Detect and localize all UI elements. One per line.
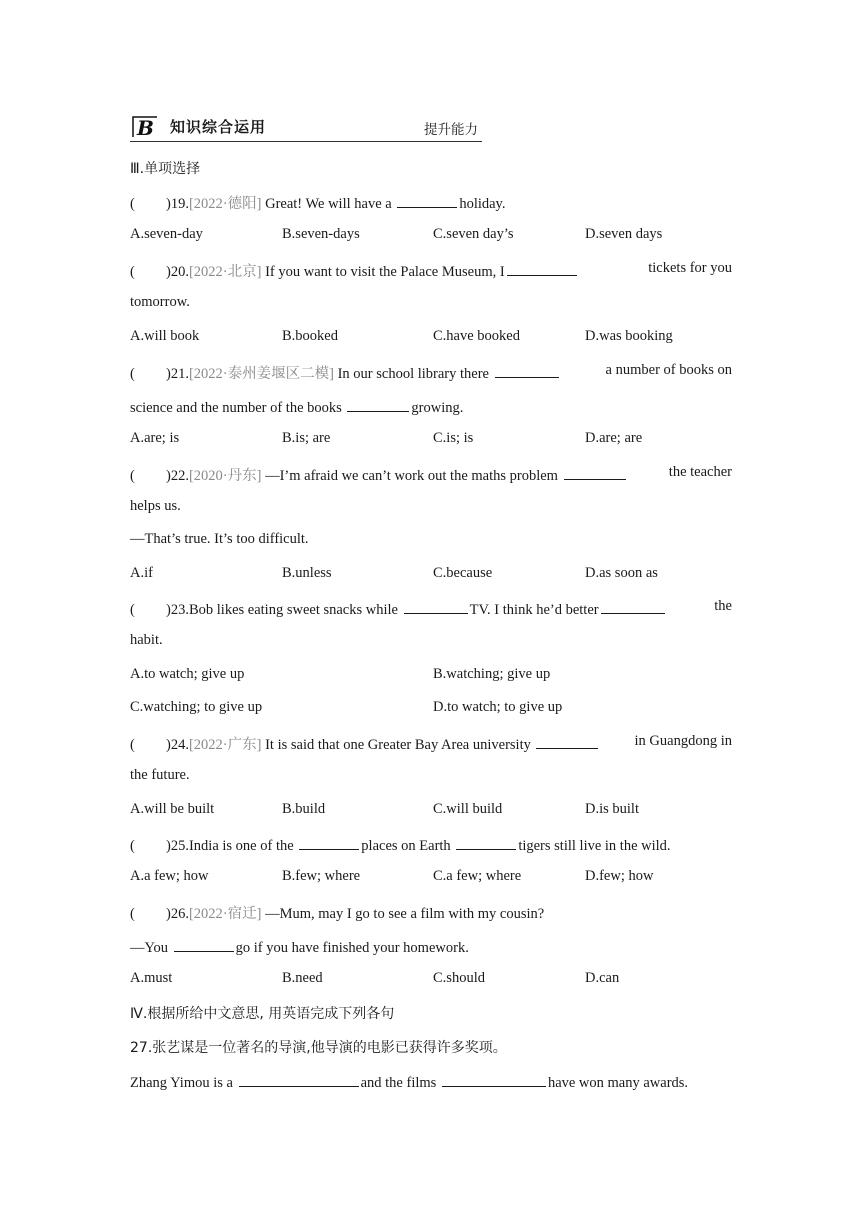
section-level: 提升能力 bbox=[424, 122, 478, 138]
question-24: ( )24.[2022·广东] It is said that one Greater Bay Area university in Guangdong in bbox=[130, 733, 732, 753]
answer-blank[interactable] bbox=[495, 362, 559, 378]
question-source: [2022·泰州姜堰区二模] bbox=[188, 366, 334, 382]
option-c[interactable]: C.watching; to give up bbox=[130, 699, 263, 715]
answer-blank[interactable] bbox=[442, 1071, 546, 1087]
question-19: ( )19.[2022·德阳] Great! We will have a holiday. bbox=[130, 192, 506, 213]
option-d[interactable]: D.is built bbox=[585, 801, 639, 817]
option-b[interactable]: B.watching; give up bbox=[433, 666, 551, 682]
svg-text:B: B bbox=[137, 116, 154, 139]
option-c[interactable]: C.have booked bbox=[433, 328, 520, 344]
answer-blank[interactable] bbox=[299, 834, 359, 850]
answer-blank[interactable] bbox=[404, 598, 468, 614]
option-a[interactable]: A.will be built bbox=[130, 801, 215, 817]
question-26: ( )26.[2022·宿迁] —Mum, may I go to see a film with my cousin? bbox=[130, 906, 545, 922]
answer-blank[interactable] bbox=[347, 396, 409, 412]
option-d[interactable]: D.few; how bbox=[585, 868, 654, 884]
answer-blank[interactable] bbox=[564, 464, 626, 480]
section-title: 知识综合运用 bbox=[170, 118, 267, 136]
option-b[interactable]: B.unless bbox=[282, 565, 332, 581]
question-20: ( )20.[2022·北京] If you want to visit the Palace Museum, I tickets for you bbox=[130, 260, 732, 280]
answer-blank[interactable] bbox=[536, 733, 598, 749]
option-a[interactable]: A.are; is bbox=[130, 430, 180, 446]
option-d[interactable]: D.seven days bbox=[585, 226, 663, 242]
option-a[interactable]: A.seven-day bbox=[130, 226, 203, 242]
option-b[interactable]: B.is; are bbox=[282, 430, 331, 446]
question-27-chinese: 27.张艺谋是一位著名的导演,他导演的电影已获得许多奖项。 bbox=[130, 1040, 507, 1056]
question-source: [2022·广东] bbox=[188, 737, 262, 753]
option-b[interactable]: B.build bbox=[282, 801, 326, 817]
option-b[interactable]: B.seven-days bbox=[282, 226, 360, 242]
answer-blank[interactable] bbox=[456, 834, 516, 850]
option-d[interactable]: D.can bbox=[585, 970, 620, 986]
question-21: ( )21.[2022·泰州姜堰区二模] In our school library there a number of books on bbox=[130, 362, 732, 382]
question-23: ( )23.Bob likes eating sweet snacks while TV. I think he’d better the bbox=[130, 598, 732, 618]
option-d[interactable]: D.are; are bbox=[585, 430, 643, 446]
option-d[interactable]: D.as soon as bbox=[585, 565, 658, 581]
option-a[interactable]: A.a few; how bbox=[130, 868, 209, 884]
answer-blank[interactable] bbox=[174, 936, 234, 952]
option-c[interactable]: C.a few; where bbox=[433, 868, 522, 884]
answer-blank[interactable] bbox=[397, 192, 457, 208]
option-a[interactable]: A.to watch; give up bbox=[130, 666, 245, 682]
question-27: Zhang Yimou is a and the films have won many awards. bbox=[130, 1071, 688, 1092]
option-b[interactable]: B.few; where bbox=[282, 868, 361, 884]
option-c[interactable]: C.should bbox=[433, 970, 485, 986]
question-source: [2022·北京] bbox=[188, 264, 262, 280]
option-d[interactable]: D.to watch; to give up bbox=[433, 699, 563, 715]
option-d[interactable]: D.was booking bbox=[585, 328, 673, 344]
option-c[interactable]: C.because bbox=[433, 565, 493, 581]
section4-title: Ⅳ.根据所给中文意思, 用英语完成下列各句 bbox=[130, 1006, 395, 1022]
answer-blank[interactable] bbox=[601, 598, 665, 614]
option-b[interactable]: B.need bbox=[282, 970, 323, 986]
question-source: [2022·德阳] bbox=[188, 196, 262, 212]
option-c[interactable]: C.will build bbox=[433, 801, 503, 817]
option-c[interactable]: C.is; is bbox=[433, 430, 474, 446]
section-header bbox=[130, 113, 482, 142]
question-22: ( )22.[2020·丹东] —I’m afraid we can’t work out the maths problem the teacher bbox=[130, 464, 732, 484]
option-c[interactable]: C.seven day’s bbox=[433, 226, 514, 242]
section3-title: Ⅲ.单项选择 bbox=[130, 161, 201, 177]
question-25: ( )25.India is one of the places on Earth tigers still live in the wild. bbox=[130, 834, 671, 855]
option-a[interactable]: A.if bbox=[130, 565, 153, 581]
answer-blank[interactable] bbox=[239, 1071, 359, 1087]
section-b-badge-icon bbox=[130, 115, 160, 139]
answer-blank[interactable] bbox=[507, 260, 577, 276]
option-b[interactable]: B.booked bbox=[282, 328, 338, 344]
option-a[interactable]: A.must bbox=[130, 970, 173, 986]
option-a[interactable]: A.will book bbox=[130, 328, 200, 344]
question-source: [2020·丹东] bbox=[188, 468, 262, 484]
question-source: [2022·宿迁] bbox=[188, 906, 262, 922]
